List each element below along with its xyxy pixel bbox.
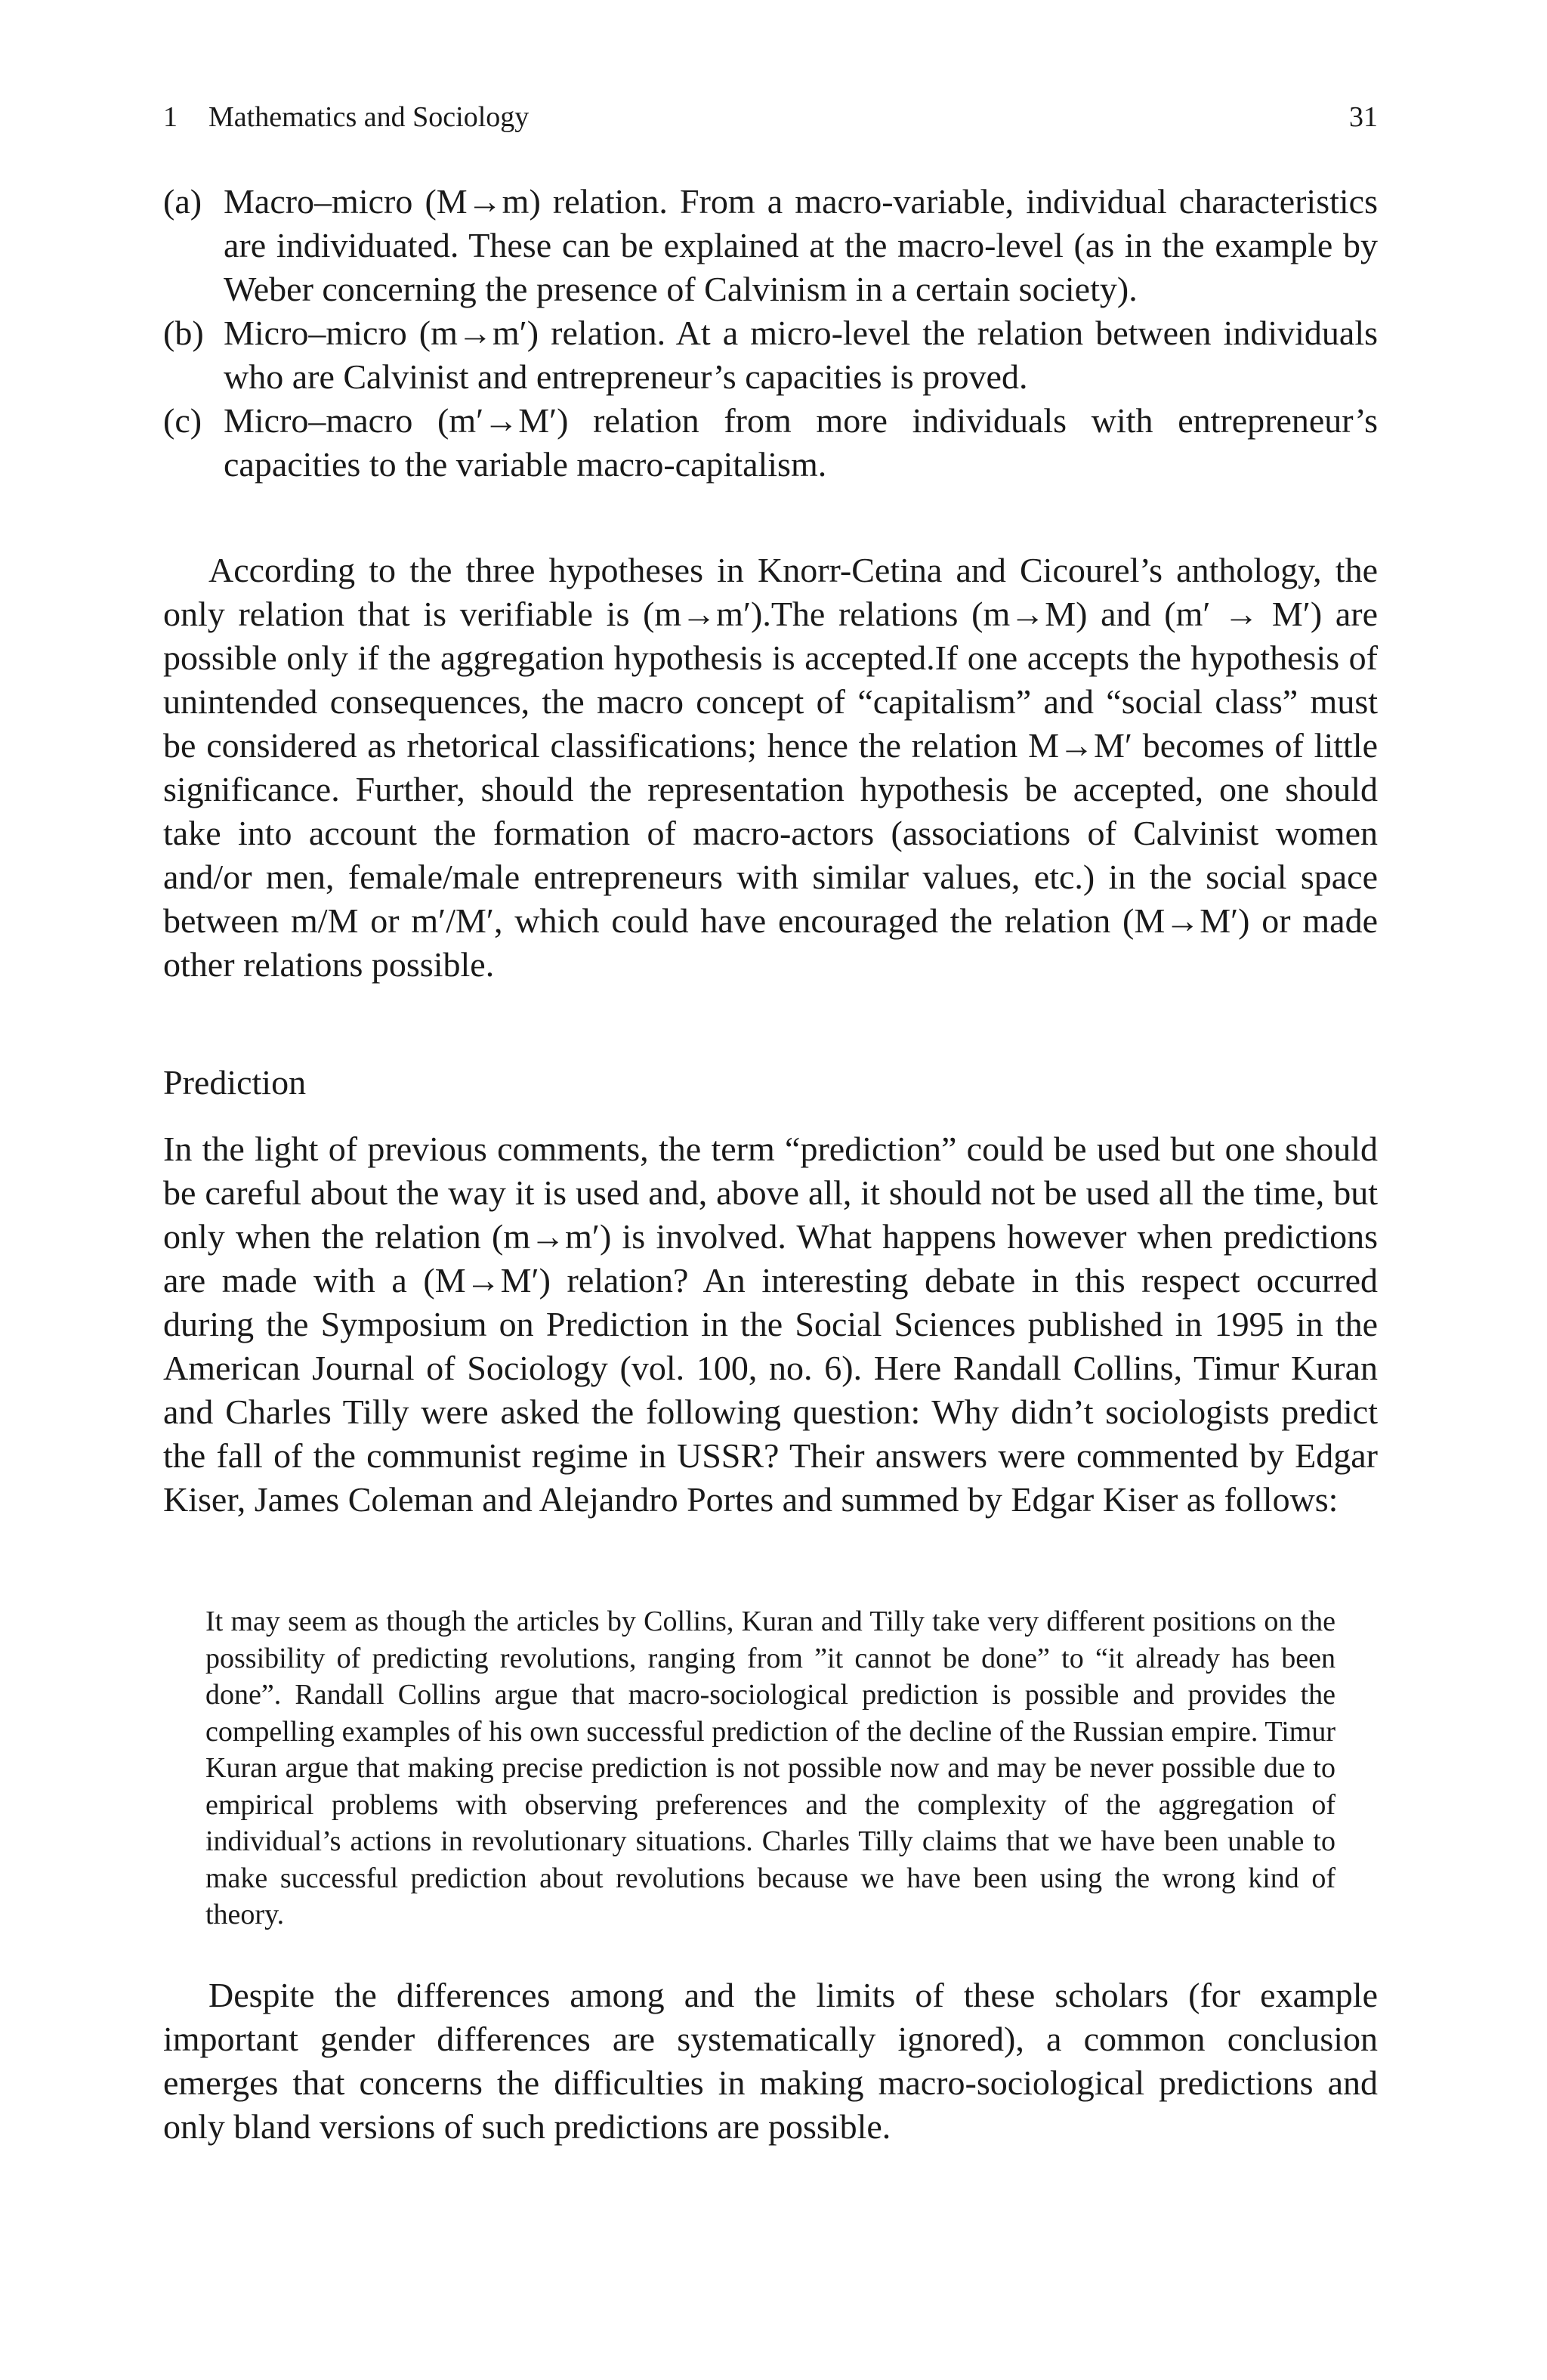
section-heading: Prediction <box>163 1063 307 1102</box>
list-item-text: Micro–macro (m′→M′) relation from more individuals with entrepreneur’s capacities to the variable macro-capitalism. <box>224 401 1378 484</box>
chapter-title: Mathematics and Sociology <box>208 101 530 133</box>
relation-list <box>163 180 1378 487</box>
list-item-text: Micro–micro (m→m′) relation. At a micro-level the relation between individuals who are Calvinist and entrepreneur’s capacities is proved. <box>224 314 1378 396</box>
list-marker: (a) <box>163 182 202 221</box>
body-paragraph: According to the three hypotheses in Knorr-Cetina and Cicourel’s anthology, the only relation that is verifiable is (m→m′).The relations (m→M) and (m′ → M′) are possible only if the aggregation hypothesis is accepted.If one accepts the hypothesis of unintended consequences, the macro concept of “capitalism” and “social class” must be considered as rhetorical classifications; hence the relation M→M′ becomes of little significance. Further, should the representation hypothesis be accepted, one should take into account the formation of macro-actors (associations of Calvinist women and/or men, female/male entrepreneurs with similar values, etc.) in the social space between m/M or m′/M′, which could have encouraged the relation (M→M′) or made other relations possible. <box>163 551 1378 984</box>
block-quote: It may seem as though the articles by Collins, Kuran and Tilly take very different positions on the possibility of predicting revolutions, ranging from ”it cannot be done” to “it already has been done”. Randall Collins argue that macro-sociological prediction is possible and provides the compelling examples of his own successful prediction of the decline of the Russian empire. Timur Kuran argue that making precise prediction is not possible now and may be never possible due to empirical problems with observing preferences and the complexity of the aggregation of individual’s actions in revolutionary situations. Charles Tilly claims that we have been unable to make successful prediction about revolutions because we have been using the wrong kind of theory. <box>205 1606 1335 1930</box>
page-number: 31 <box>1349 101 1378 133</box>
list-marker: (b) <box>163 314 204 352</box>
body-paragraph: In the light of previous comments, the term “prediction” could be used but one should be careful about the way it is used and, above all, it should not be used all the time, but only when the relation (m→m′) is involved. What happens however when predictions are made with a (M→M′) relation? An interesting debate in this respect occurred during the Symposium on Prediction in the Social Sciences published in 1995 in the American Journal of Sociology (vol. 100, no. 6). Here Randall Collins, Timur Kuran and Charles Tilly were asked the following question: Why didn’t sociologists predict the fall of the communist regime in USSR? Their answers were commented by Edgar Kiser, James Coleman and Alejandro Portes and summed by Edgar Kiser as follows: <box>163 1130 1378 1519</box>
list-item <box>163 399 1378 487</box>
body-paragraph: Despite the differences among and the limits of these scholars (for example important gender differences are systematically ignored), a common conclusion emerges that concerns the difficulties in making macro-sociological predictions and only bland versions of such predictions are possible. <box>163 1976 1378 2146</box>
list-marker: (c) <box>163 401 202 440</box>
list-item-text: Macro–micro (M→m) relation. From a macro-variable, individual characteristics are individuated. These can be explained at the macro-level (as in the example by Weber concerning the presence of Calvinism in a certain society). <box>224 182 1378 308</box>
list-item <box>163 311 1378 399</box>
running-head <box>163 98 1378 136</box>
list-item <box>163 180 1378 311</box>
chapter-number: 1 <box>163 101 178 133</box>
